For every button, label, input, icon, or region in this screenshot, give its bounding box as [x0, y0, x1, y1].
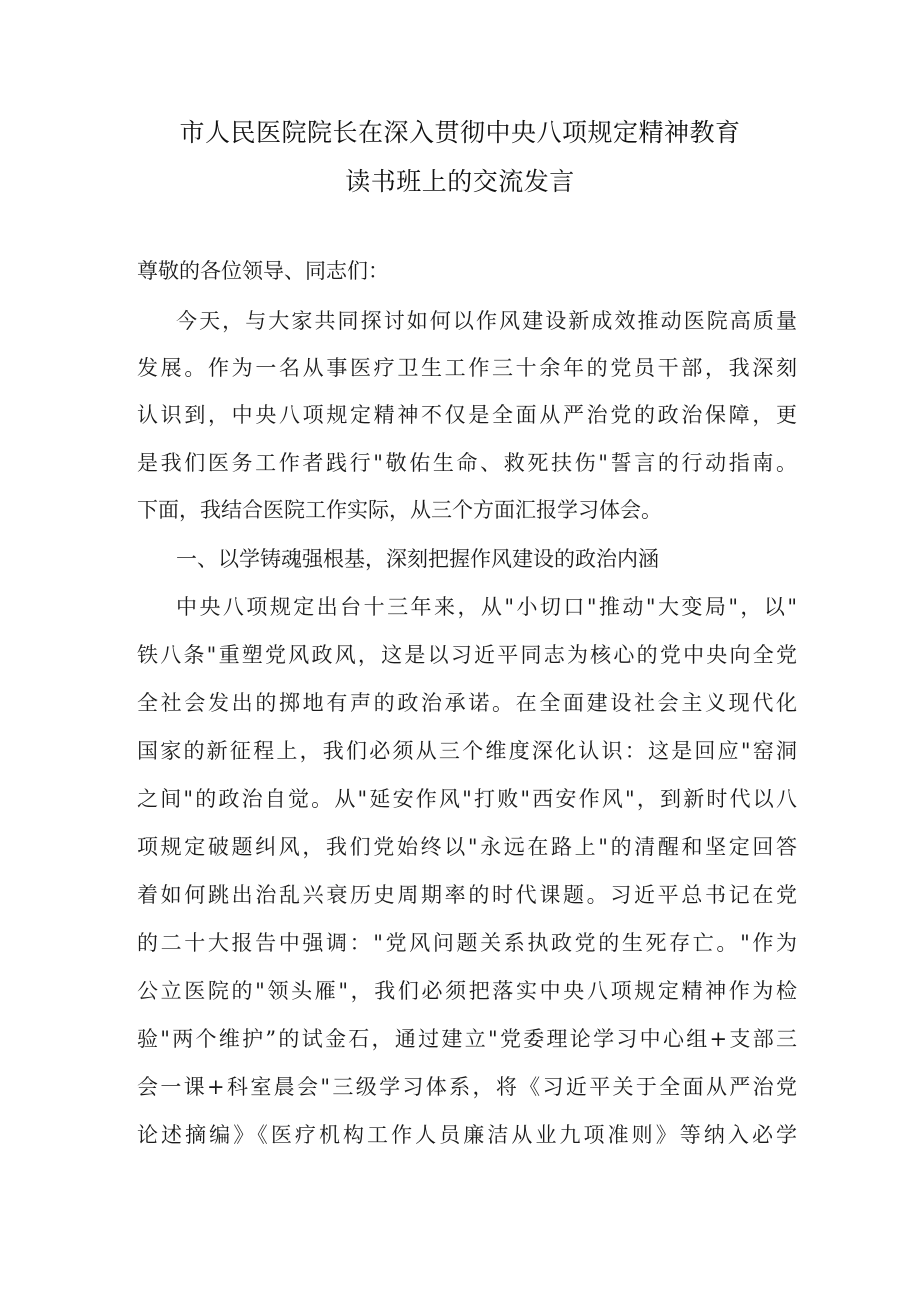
- paragraph-line: 铁八条"重塑党风政风，这是以习近平同志为核心的党中央向全党: [137, 643, 797, 667]
- paragraph-line: 公立医院的"领头雁"，我们必须把落实中央八项规定精神作为检: [137, 979, 797, 1003]
- section-heading: 一、以学铸魂强根基，深刻把握作风建设的政治内涵: [176, 547, 659, 571]
- paragraph-line: 的二十大报告中强调："党风问题关系执政党的生死存亡。"作为: [137, 931, 797, 955]
- paragraph-line: 国家的新征程上，我们必须从三个维度深化认识：这是回应"窑洞: [137, 739, 797, 763]
- paragraph-line: 项规定破题纠风，我们党始终以"永远在路上"的清醒和坚定回答: [137, 835, 797, 859]
- paragraph-line: 论述摘编》《医疗机构工作人员廉洁从业九项准则》等纳入必学: [137, 1123, 797, 1147]
- paragraph-line: 着如何跳出治乱兴衰历史周期率的时代课题。习近平总书记在党: [137, 883, 797, 907]
- document-title-line2: 读书班上的交流发言: [345, 167, 575, 196]
- paragraph-line: 中央八项规定出台十三年来，从"小切口"推动"大变局"，以": [176, 595, 797, 619]
- paragraph-line: 今天，与大家共同探讨如何以作风建设新成效推动医院高质量: [176, 309, 797, 333]
- salutation: 尊敬的各位领导、同志们：: [137, 259, 389, 283]
- paragraph-line: 是我们医务工作者践行"敬佑生命、救死扶伤"誓言的行动指南。: [137, 451, 797, 475]
- paragraph-line: 会一课+科室晨会"三级学习体系，将《习近平关于全面从严治党: [137, 1075, 797, 1099]
- paragraph-line: 发展。作为一名从事医疗卫生工作三十余年的党员干部，我深刻: [137, 356, 797, 380]
- paragraph-line: 下面，我结合医院工作实际，从三个方面汇报学习体会。: [137, 498, 662, 522]
- paragraph-line: 认识到，中央八项规定精神不仅是全面从严治党的政治保障，更: [137, 403, 797, 427]
- paragraph-line: 之间"的政治自觉。从"延安作风"打败"西安作风"，到新时代以八: [137, 787, 797, 811]
- paragraph-line: 验"两个维护”的试金石，通过建立"党委理论学习中心组+支部三: [137, 1027, 797, 1051]
- paragraph-line: 全社会发出的掷地有声的政治承诺。在全面建设社会主义现代化: [137, 691, 797, 715]
- document-title-line1: 市人民医院院长在深入贯彻中央八项规定精神教育: [179, 118, 741, 147]
